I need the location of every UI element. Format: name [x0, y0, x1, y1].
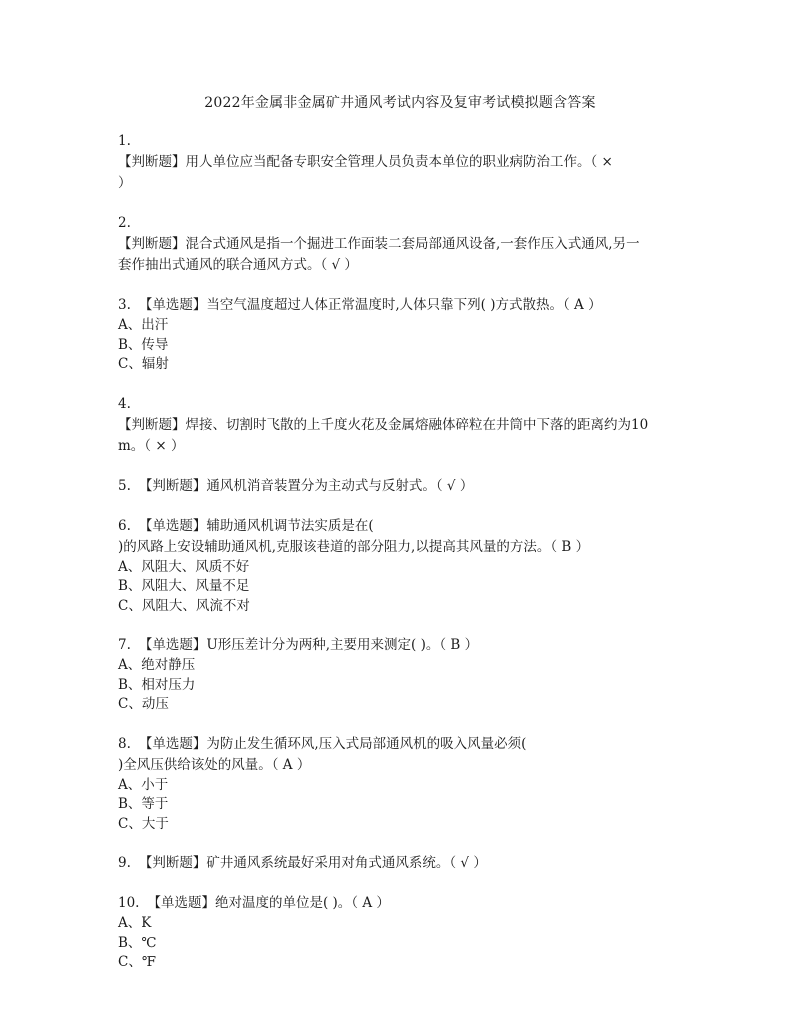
answer-option: B、℃ [118, 934, 157, 951]
question-item [118, 213, 684, 276]
question-item [118, 516, 684, 617]
question-item [118, 394, 684, 457]
question-text: 【判断题】混合式通风是指一个掘进工作面装二套局部通风设备,一套作压入式通风,另一 [118, 236, 640, 252]
question-number: 5. [118, 477, 131, 494]
question-text-line [118, 173, 684, 194]
question-number: 8. [118, 735, 131, 752]
question-number: 7. [118, 637, 131, 653]
answer-option: A、绝对静压 [118, 657, 196, 673]
answer-option: B、风阻大、风量不足 [118, 578, 250, 594]
question-text: )全风压供给该处的风量。（ A ） [118, 756, 311, 773]
question-text-line [118, 436, 684, 457]
question-item [118, 131, 684, 194]
answer-option: C、辐射 [118, 356, 169, 372]
answer-option: B、传导 [118, 336, 169, 353]
question-text: 【单选题】当空气温度超过人体正常温度时,人体只靠下列( )方式散热。（ A ） [138, 297, 602, 313]
answer-option: A、风阻大、风质不好 [118, 558, 250, 575]
question-text: m。（ × ） [118, 437, 185, 454]
answer-option: C、℉ [118, 954, 156, 970]
question-text: 【判断题】矿井通风系统最好采用对角式通风系统。（ √ ） [138, 855, 487, 871]
question-item [118, 893, 684, 973]
answer-option: C、风阻大、风流不对 [118, 597, 250, 614]
question-text-line [118, 893, 684, 914]
question-text-line [118, 755, 684, 776]
question-text-line [118, 234, 684, 255]
answer-option: A、K [118, 915, 152, 931]
question-text: 【判断题】用人单位应当配备专职安全管理人员负责本单位的职业病防治工作。（ × [118, 154, 613, 170]
question-number: 6. [118, 517, 131, 534]
question-number: 9. [118, 855, 131, 871]
answer-option: B、相对压力 [118, 676, 196, 693]
question-item [118, 295, 684, 375]
question-text: 套作抽出式通风的联合通风方式。（ √ ） [118, 257, 358, 273]
question-text: 【判断题】通风机消音装置分为主动式与反射式。（ √ ） [138, 477, 474, 494]
question-text-line [118, 476, 684, 497]
question-number: 3. [118, 297, 131, 313]
answer-option: B、等于 [118, 796, 169, 812]
question-text: 【单选题】辅助通风机调节法实质是在( [138, 517, 374, 534]
answer-option: C、动压 [118, 696, 169, 712]
question-text-line [118, 295, 684, 316]
question-text: ） [118, 175, 132, 191]
question-text-line [118, 255, 684, 276]
question-text: )的风路上安设辅助通风机,克服该巷道的部分阻力,以提高其风量的方法。（ B ） [118, 538, 590, 555]
question-number: 4. [118, 395, 131, 412]
question-item [118, 853, 684, 874]
question-item [118, 476, 684, 497]
question-number: 10. [118, 895, 140, 911]
answer-option: A、小于 [118, 776, 169, 793]
answer-option: C、大于 [118, 815, 169, 832]
question-item [118, 635, 684, 715]
question-text-line [118, 516, 684, 537]
question-text: 【单选题】U形压差计分为两种,主要用来测定( )。（ B ） [138, 637, 479, 653]
question-text-line [118, 635, 684, 656]
question-text-line [118, 853, 684, 874]
question-text-line [118, 537, 684, 558]
document-title: 2022年金属非金属矿井通风考试内容及复审考试模拟题含答案 [204, 95, 596, 111]
question-item [118, 734, 684, 835]
question-text-line [118, 415, 684, 436]
question-text: 【单选题】绝对温度的单位是( )。（ A ） [147, 895, 390, 911]
question-list [118, 131, 684, 992]
question-text-line [118, 152, 684, 173]
question-text: 【判断题】焊接、切割时飞散的上千度火花及金属熔融体碎粒在井筒中下落的距离约为10 [118, 416, 649, 433]
question-number: 1. [118, 133, 131, 149]
question-text-line [118, 734, 684, 755]
answer-option: A、出汗 [118, 317, 169, 333]
question-number: 2. [118, 215, 131, 231]
question-text: 【单选题】为防止发生循环风,压入式局部通风机的吸入风量必须( [138, 735, 527, 752]
